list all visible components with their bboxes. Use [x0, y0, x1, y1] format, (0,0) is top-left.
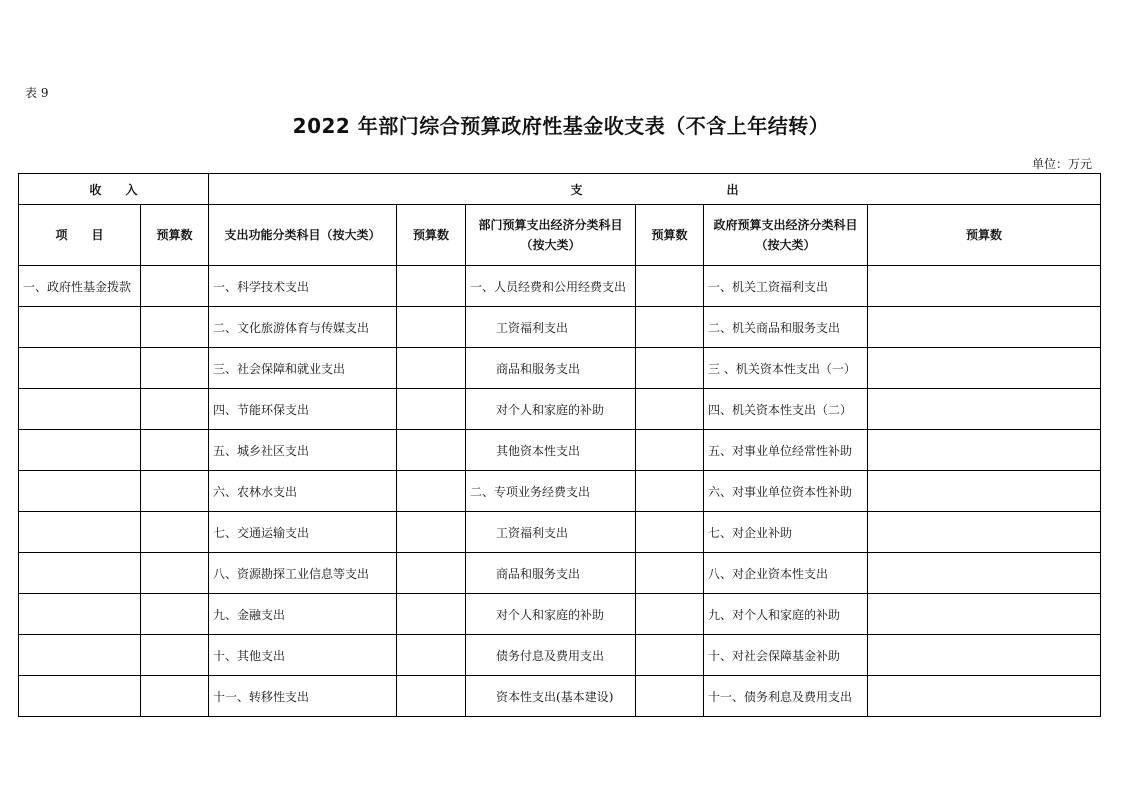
gov-budget — [868, 348, 1101, 389]
gov-econ-item: 九、对个人和家庭的补助 — [704, 594, 868, 635]
table-row — [19, 635, 1101, 676]
income-budget — [141, 389, 209, 430]
dept-budget — [636, 307, 704, 348]
budget-table — [18, 173, 1101, 717]
func-budget — [397, 471, 466, 512]
income-item — [19, 471, 141, 512]
func-budget — [397, 635, 466, 676]
func-item: 六、农林水支出 — [209, 471, 397, 512]
table-row — [19, 348, 1101, 389]
dept-budget — [636, 553, 704, 594]
income-budget — [141, 512, 209, 553]
income-item: 一、政府性基金拨款 — [19, 266, 141, 307]
income-item — [19, 430, 141, 471]
col-func: 支出功能分类科目（按大类） — [209, 205, 397, 266]
income-budget — [141, 266, 209, 307]
col-item: 项 目 — [19, 205, 141, 266]
table-row — [19, 430, 1101, 471]
gov-econ-item: 六、对事业单位资本性补助 — [704, 471, 868, 512]
income-item — [19, 676, 141, 717]
func-budget — [397, 389, 466, 430]
income-budget — [141, 676, 209, 717]
col-dept-econ: 部门预算支出经济分类科目 （按大类） — [466, 205, 636, 266]
dept-econ-item: 二、专项业务经费支出 — [466, 471, 636, 512]
dept-budget — [636, 594, 704, 635]
income-budget — [141, 430, 209, 471]
table-row — [19, 307, 1101, 348]
col-budget-3: 预算数 — [636, 205, 704, 266]
dept-budget — [636, 471, 704, 512]
gov-budget — [868, 430, 1101, 471]
table-row — [19, 594, 1101, 635]
dept-budget — [636, 430, 704, 471]
func-budget — [397, 553, 466, 594]
dept-econ-item: 一、人员经费和公用经费支出 — [466, 266, 636, 307]
func-item: 一、科学技术支出 — [209, 266, 397, 307]
func-budget — [397, 594, 466, 635]
dept-econ-item: 债务付息及费用支出 — [466, 635, 636, 676]
dept-econ-item: 商品和服务支出 — [466, 348, 636, 389]
dept-budget — [636, 266, 704, 307]
gov-econ-item: 十、对社会保障基金补助 — [704, 635, 868, 676]
func-item: 八、资源勘探工业信息等支出 — [209, 553, 397, 594]
func-item: 三、社会保障和就业支出 — [209, 348, 397, 389]
dept-budget — [636, 635, 704, 676]
income-header: 收 入 — [19, 174, 209, 205]
table-row — [19, 676, 1101, 717]
gov-budget — [868, 676, 1101, 717]
dept-econ-item: 对个人和家庭的补助 — [466, 594, 636, 635]
func-budget — [397, 307, 466, 348]
gov-budget — [868, 389, 1101, 430]
dept-econ-item: 商品和服务支出 — [466, 553, 636, 594]
dept-budget — [636, 676, 704, 717]
income-item — [19, 512, 141, 553]
dept-econ-item: 工资福利支出 — [466, 307, 636, 348]
gov-budget — [868, 594, 1101, 635]
dept-econ-item: 其他资本性支出 — [466, 430, 636, 471]
income-budget — [141, 471, 209, 512]
header-row-1 — [19, 174, 1101, 205]
table-row — [19, 471, 1101, 512]
gov-budget — [868, 471, 1101, 512]
func-budget — [397, 430, 466, 471]
col-budget-1: 预算数 — [141, 205, 209, 266]
table-row — [19, 266, 1101, 307]
func-budget — [397, 266, 466, 307]
func-item: 二、文化旅游体育与传媒支出 — [209, 307, 397, 348]
gov-budget — [868, 553, 1101, 594]
func-budget — [397, 348, 466, 389]
income-budget — [141, 594, 209, 635]
income-item — [19, 307, 141, 348]
income-item — [19, 594, 141, 635]
gov-econ-item: 四、机关资本性支出（二） — [704, 389, 868, 430]
income-budget — [141, 553, 209, 594]
table-body — [19, 266, 1101, 717]
dept-budget — [636, 512, 704, 553]
unit-label: 单位：万元 — [1031, 157, 1092, 171]
gov-budget — [868, 307, 1101, 348]
dept-econ-item: 资本性支出(基本建设) — [466, 676, 636, 717]
col-budget-2: 预算数 — [397, 205, 466, 266]
gov-econ-item: 二、机关商品和服务支出 — [704, 307, 868, 348]
gov-econ-item: 八、对企业资本性支出 — [704, 553, 868, 594]
gov-econ-item: 七、对企业补助 — [704, 512, 868, 553]
income-item — [19, 553, 141, 594]
income-item — [19, 389, 141, 430]
income-item — [19, 348, 141, 389]
gov-econ-item: 十一、债务利息及费用支出 — [704, 676, 868, 717]
func-budget — [397, 676, 466, 717]
expense-header: 支 出 — [209, 174, 1101, 205]
gov-budget — [868, 635, 1101, 676]
dept-econ-item: 对个人和家庭的补助 — [466, 389, 636, 430]
func-budget — [397, 512, 466, 553]
table-row — [19, 389, 1101, 430]
gov-budget — [868, 512, 1101, 553]
func-item: 五、城乡社区支出 — [209, 430, 397, 471]
func-item: 九、金融支出 — [209, 594, 397, 635]
col-budget-4: 预算数 — [868, 205, 1101, 266]
table-row — [19, 553, 1101, 594]
header-row-2 — [19, 205, 1101, 266]
dept-budget — [636, 348, 704, 389]
dept-econ-item: 工资福利支出 — [466, 512, 636, 553]
dept-budget — [636, 389, 704, 430]
gov-econ-item: 三 、机关资本性支出（一） — [704, 348, 868, 389]
func-item: 四、节能环保支出 — [209, 389, 397, 430]
income-budget — [141, 635, 209, 676]
func-item: 十一、转移性支出 — [209, 676, 397, 717]
table-row — [19, 512, 1101, 553]
func-item: 七、交通运输支出 — [209, 512, 397, 553]
gov-budget — [868, 266, 1101, 307]
gov-econ-item: 一、机关工资福利支出 — [704, 266, 868, 307]
col-gov-econ: 政府预算支出经济分类科目 （按大类） — [704, 205, 868, 266]
income-item — [19, 635, 141, 676]
income-budget — [141, 307, 209, 348]
func-item: 十、其他支出 — [209, 635, 397, 676]
page-title: 2022 年部门综合预算政府性基金收支表（不含上年结转） — [292, 114, 830, 138]
table-number: 表 9 — [25, 86, 49, 100]
income-budget — [141, 348, 209, 389]
gov-econ-item: 五、对事业单位经常性补助 — [704, 430, 868, 471]
